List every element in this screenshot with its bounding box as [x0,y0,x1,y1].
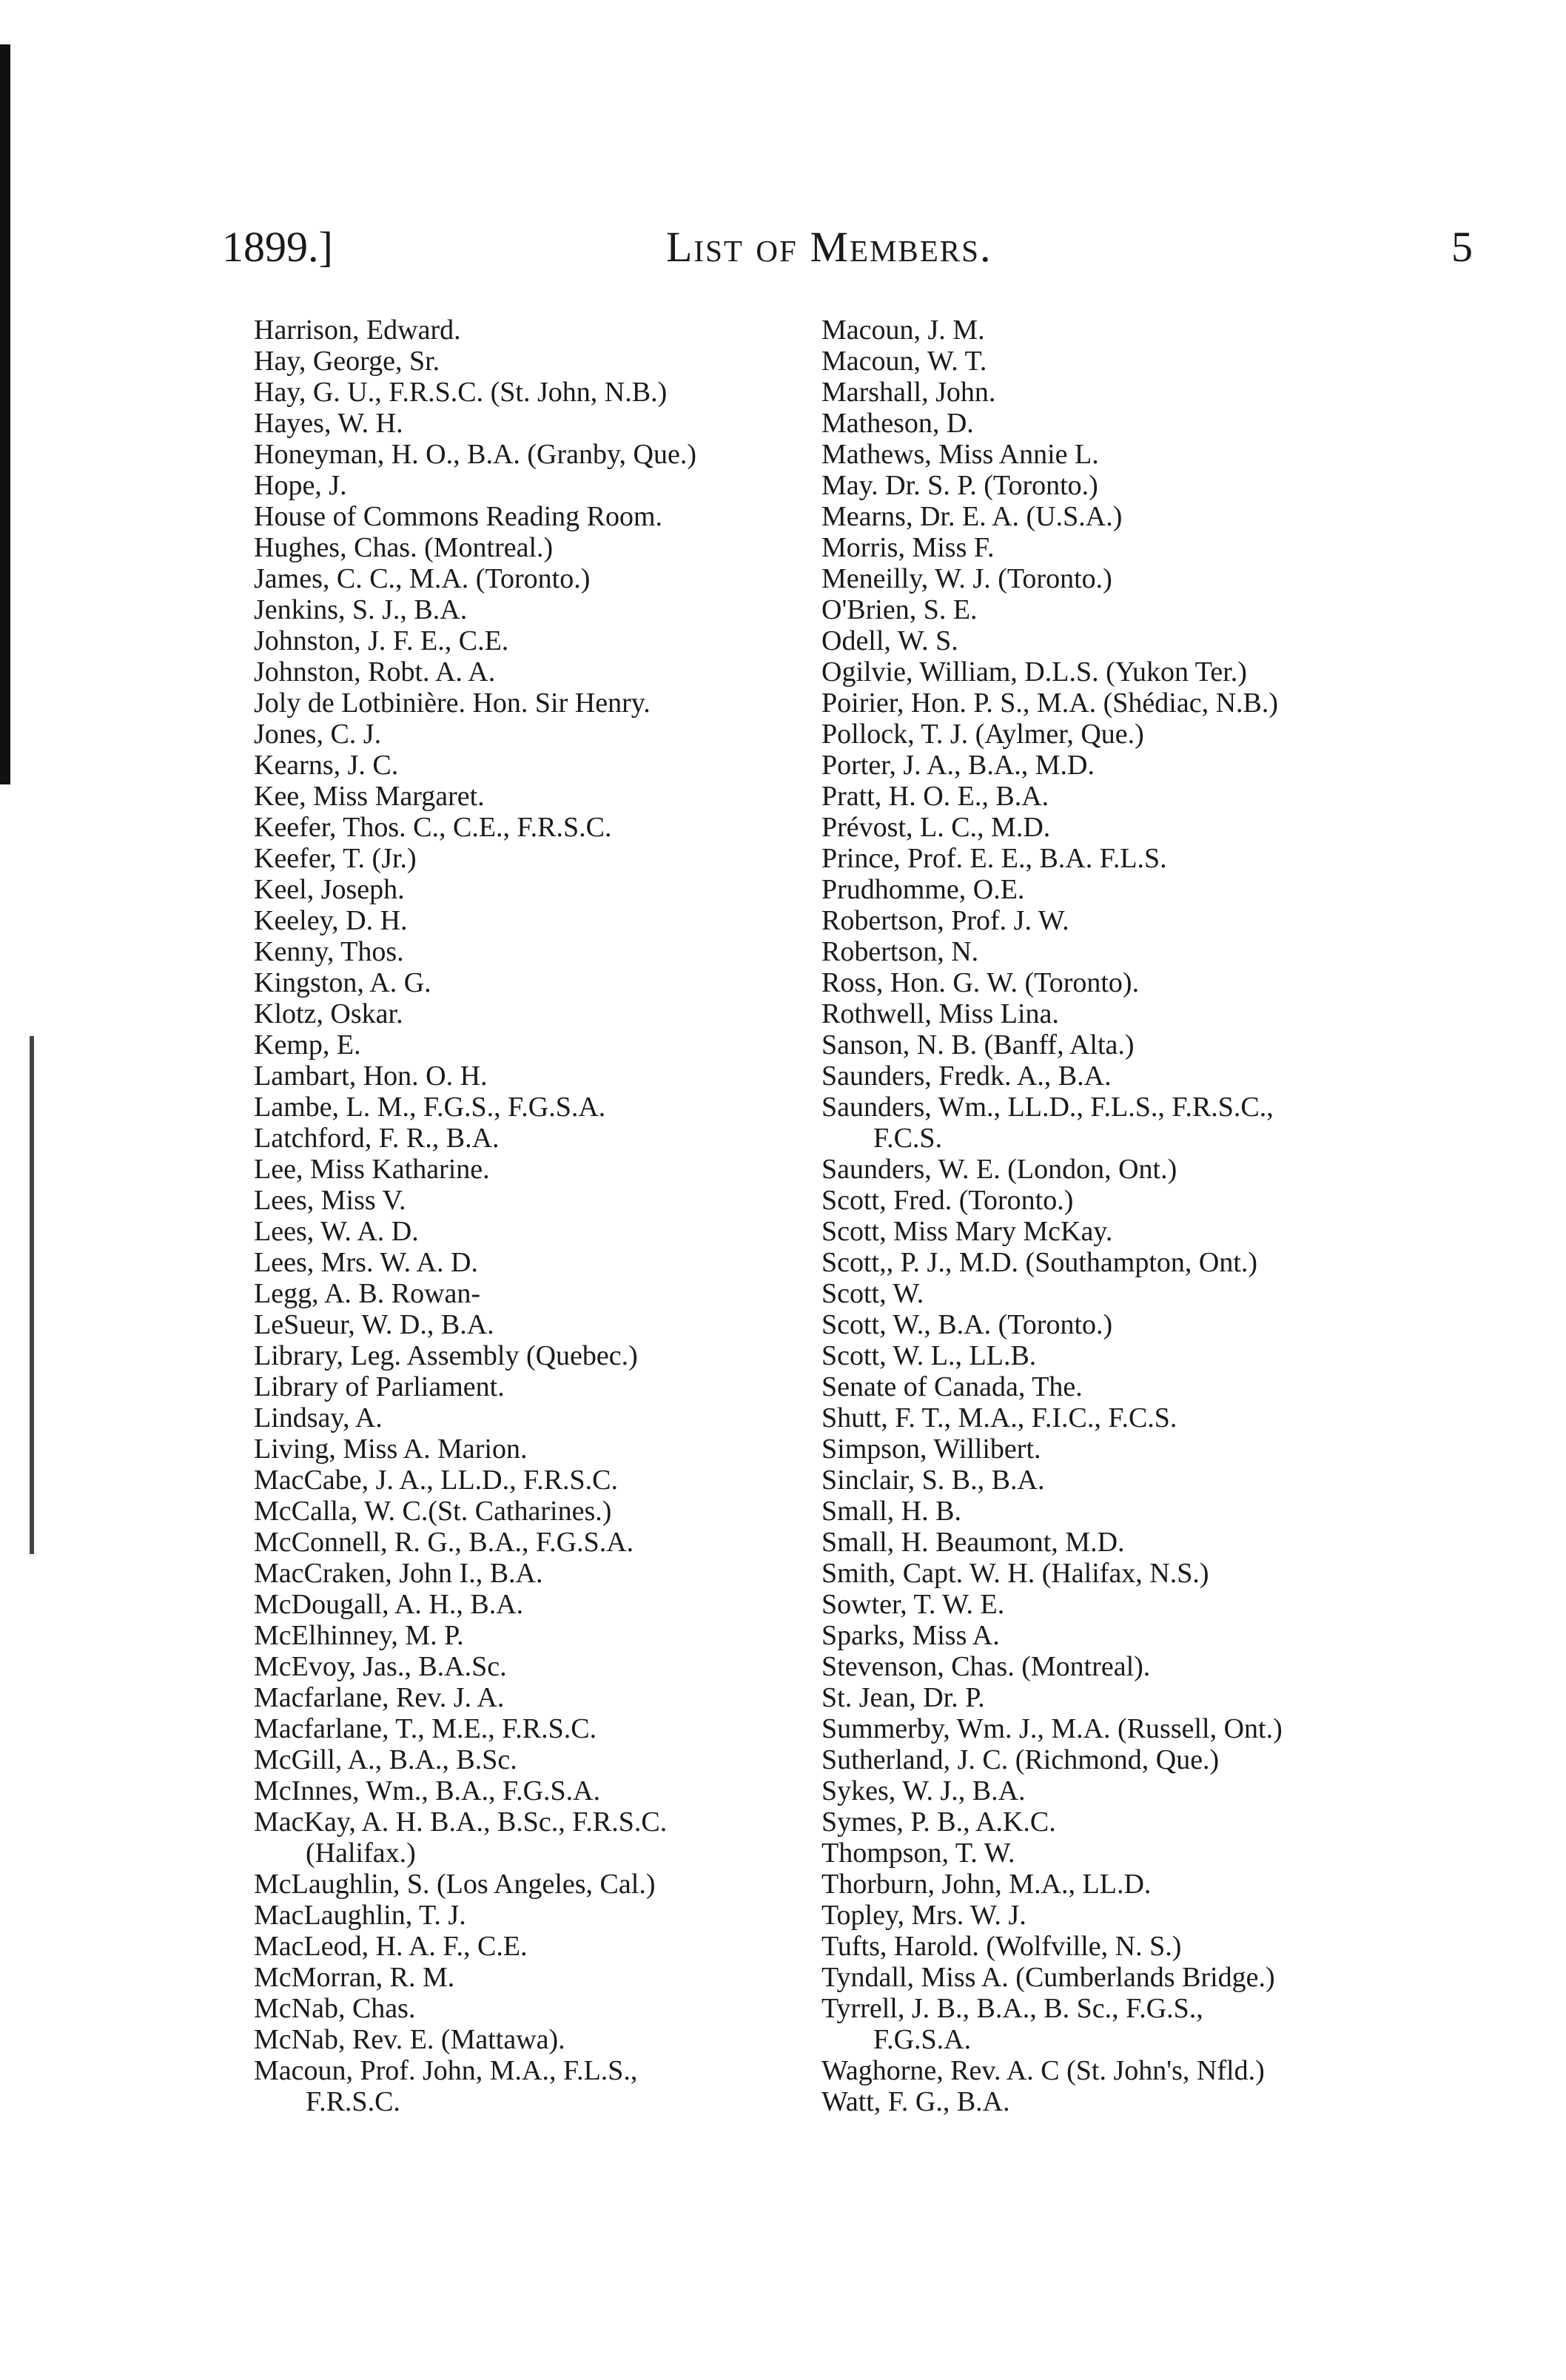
member-entry: F.C.S. [873,1123,943,1154]
member-entry: Hayes, W. H. [254,408,403,439]
member-entry: Living, Miss A. Marion. [254,1433,528,1465]
member-entry: Hay, George, Sr. [254,346,440,377]
member-entry: Scott, Fred. (Toronto.) [821,1185,1074,1216]
member-entry: Hughes, Chas. (Montreal.) [254,532,554,563]
member-entry: Robertson, Prof. J. W. [821,905,1069,936]
member-entry: Summerby, Wm. J., M.A. (Russell, Ont.) [821,1713,1283,1744]
member-entry: Kee, Miss Margaret. [254,781,485,812]
member-entry: Watt, F. G., B.A. [821,2086,1010,2117]
member-entry: Saunders, Wm., LL.D., F.L.S., F.R.S.C., [821,1092,1274,1123]
member-entry: Lees, Mrs. W. A. D. [254,1247,478,1278]
member-entry: O'Brien, S. E. [821,594,978,625]
member-entry: Symes, P. B., A.K.C. [821,1806,1056,1838]
member-entry: Matheson, D. [821,408,974,439]
member-entry: Kearns, J. C. [254,750,399,781]
member-entry: F.G.S.A. [873,2024,972,2055]
member-entry: Scott, W., B.A. (Toronto.) [821,1309,1113,1340]
member-entry: Sinclair, S. B., B.A. [821,1465,1045,1496]
member-entry: McLaughlin, S. (Los Angeles, Cal.) [254,1869,656,1900]
member-entry: Scott,, P. J., M.D. (Southampton, Ont.) [821,1247,1258,1278]
member-entry: Hay, G. U., F.R.S.C. (St. John, N.B.) [254,377,668,408]
member-entry: Lambe, L. M., F.G.S., F.G.S.A. [254,1092,606,1123]
member-entry: Sutherland, J. C. (Richmond, Que.) [821,1744,1220,1775]
member-entry: MacCraken, John I., B.A. [254,1558,543,1589]
member-entry: Poirier, Hon. P. S., M.A. (Shédiac, N.B.) [821,688,1279,719]
member-entry: Scott, W. [821,1278,924,1309]
member-entry: McNab, Chas. [254,1993,416,2024]
member-entry: Honeyman, H. O., B.A. (Granby, Que.) [254,439,697,470]
member-entry: Library, Leg. Assembly (Quebec.) [254,1340,638,1371]
member-entry: Smith, Capt. W. H. (Halifax, N.S.) [821,1558,1209,1589]
member-entry: Stevenson, Chas. (Montreal). [821,1651,1151,1682]
binding-edge-mark [30,1036,34,1554]
member-entry: Lambart, Hon. O. H. [254,1060,488,1092]
member-entry: Keefer, T. (Jr.) [254,843,417,874]
member-entry: Jones, C. J. [254,719,382,750]
member-entry: Prudhomme, O.E. [821,874,1025,905]
member-entry: Kemp, E. [254,1029,361,1060]
member-entry: Topley, Mrs. W. J. [821,1900,1026,1931]
member-entry: Tyndall, Miss A. (Cumberlands Bridge.) [821,1962,1275,1993]
member-entry: Saunders, W. E. (London, Ont.) [821,1154,1177,1185]
member-entry: F.R.S.C. [306,2086,400,2117]
member-entry: McDougall, A. H., B.A. [254,1589,524,1620]
member-entry: Johnston, J. F. E., C.E. [254,625,509,656]
member-entry: Pollock, T. J. (Aylmer, Que.) [821,719,1144,750]
header-year: 1899.] [222,223,333,271]
member-entry: Small, H. B. [821,1496,961,1527]
member-entry: Latchford, F. R., B.A. [254,1123,500,1154]
member-entry: Macoun, W. T. [821,346,987,377]
member-entry: Ogilvie, William, D.L.S. (Yukon Ter.) [821,656,1247,688]
member-entry: McElhinney, M. P. [254,1620,464,1651]
page-number: 5 [1451,223,1473,271]
member-entry: Keeley, D. H. [254,905,408,936]
member-entry: Morris, Miss F. [821,532,995,563]
member-entry: Prince, Prof. E. E., B.A. F.L.S. [821,843,1167,874]
member-entry: Legg, A. B. Rowan- [254,1278,481,1309]
member-entry: Marshall, John. [821,377,996,408]
member-entry: MacLeod, H. A. F., C.E. [254,1931,528,1962]
member-entry: McNab, Rev. E. (Mattawa). [254,2024,565,2055]
page-title: List of Members. [666,223,992,271]
member-entry: Ross, Hon. G. W. (Toronto). [821,967,1140,998]
member-entry: Rothwell, Miss Lina. [821,998,1059,1029]
member-entry: Saunders, Fredk. A., B.A. [821,1060,1112,1092]
member-entry: Porter, J. A., B.A., M.D. [821,750,1095,781]
member-entry: Tufts, Harold. (Wolfville, N. S.) [821,1931,1182,1962]
member-entry: Sowter, T. W. E. [821,1589,1005,1620]
member-entry: Meneilly, W. J. (Toronto.) [821,563,1112,594]
member-entry: Johnston, Robt. A. A. [254,656,496,688]
member-entry: Scott, W. L., LL.B. [821,1340,1037,1371]
left-member-column [254,315,839,2117]
member-entry: McCalla, W. C.(St. Catharines.) [254,1496,612,1527]
member-entry: (Halifax.) [306,1838,416,1869]
member-entry: Thompson, T. W. [821,1838,1015,1869]
member-entry: Prévost, L. C., M.D. [821,812,1051,843]
member-entry: Sykes, W. J., B.A. [821,1775,1026,1806]
member-entry: McGill, A., B.A., B.Sc. [254,1744,517,1775]
member-entry: Lees, W. A. D. [254,1216,419,1247]
member-entry: Senate of Canada, The. [821,1371,1083,1402]
member-entry: Lee, Miss Katharine. [254,1154,490,1185]
member-entry: Kenny, Thos. [254,936,404,967]
member-entry: Small, H. Beaumont, M.D. [821,1527,1125,1558]
member-entry: Klotz, Oskar. [254,998,403,1029]
member-entry: Library of Parliament. [254,1371,505,1402]
binding-edge-shadow [0,44,10,784]
member-entry: House of Commons Reading Room. [254,501,663,532]
member-entry: McMorran, R. M. [254,1962,455,1993]
member-entry: McEvoy, Jas., B.A.Sc. [254,1651,507,1682]
member-entry: Harrison, Edward. [254,315,461,346]
member-entry: Scott, Miss Mary McKay. [821,1216,1113,1247]
member-entry: St. Jean, Dr. P. [821,1682,985,1713]
member-entry: Macfarlane, T., M.E., F.R.S.C. [254,1713,597,1744]
member-entry: Mearns, Dr. E. A. (U.S.A.) [821,501,1123,532]
member-entry: Sanson, N. B. (Banff, Alta.) [821,1029,1135,1060]
member-entry: McConnell, R. G., B.A., F.G.S.A. [254,1527,634,1558]
member-entry: McInnes, Wm., B.A., F.G.S.A. [254,1775,601,1806]
member-entry: MacLaughlin, T. J. [254,1900,466,1931]
member-entry: Joly de Lotbinière. Hon. Sir Henry. [254,688,651,719]
member-entry: Sparks, Miss A. [821,1620,1000,1651]
member-entry: Kingston, A. G. [254,967,431,998]
member-entry: MacCabe, J. A., LL.D., F.R.S.C. [254,1465,619,1496]
member-entry: LeSueur, W. D., B.A. [254,1309,494,1340]
member-entry: Mathews, Miss Annie L. [821,439,1099,470]
member-entry: May. Dr. S. P. (Toronto.) [821,470,1098,501]
member-entry: Lees, Miss V. [254,1185,406,1216]
member-entry: Keefer, Thos. C., C.E., F.R.S.C. [254,812,612,843]
member-entry: Lindsay, A. [254,1402,383,1433]
right-member-column [821,315,1458,2117]
page-header [222,222,1473,281]
member-entry: Waghorne, Rev. A. C (St. John's, Nfld.) [821,2055,1265,2086]
member-entry: Simpson, Willibert. [821,1433,1041,1465]
member-entry: Macoun, J. M. [821,315,985,346]
member-entry: Macoun, Prof. John, M.A., F.L.S., [254,2055,638,2086]
member-entry: Jenkins, S. J., B.A. [254,594,468,625]
member-entry: Thorburn, John, M.A., LL.D. [821,1869,1152,1900]
member-entry: Shutt, F. T., M.A., F.I.C., F.C.S. [821,1402,1177,1433]
member-entry: Hope, J. [254,470,347,501]
member-entry: Macfarlane, Rev. J. A. [254,1682,505,1713]
member-entry: Tyrrell, J. B., B.A., B. Sc., F.G.S., [821,1993,1203,2024]
member-entry: James, C. C., M.A. (Toronto.) [254,563,591,594]
member-entry: Odell, W. S. [821,625,958,656]
member-entry: Robertson, N. [821,936,979,967]
member-entry: MacKay, A. H. B.A., B.Sc., F.R.S.C. [254,1806,668,1838]
member-entry: Keel, Joseph. [254,874,405,905]
member-entry: Pratt, H. O. E., B.A. [821,781,1049,812]
